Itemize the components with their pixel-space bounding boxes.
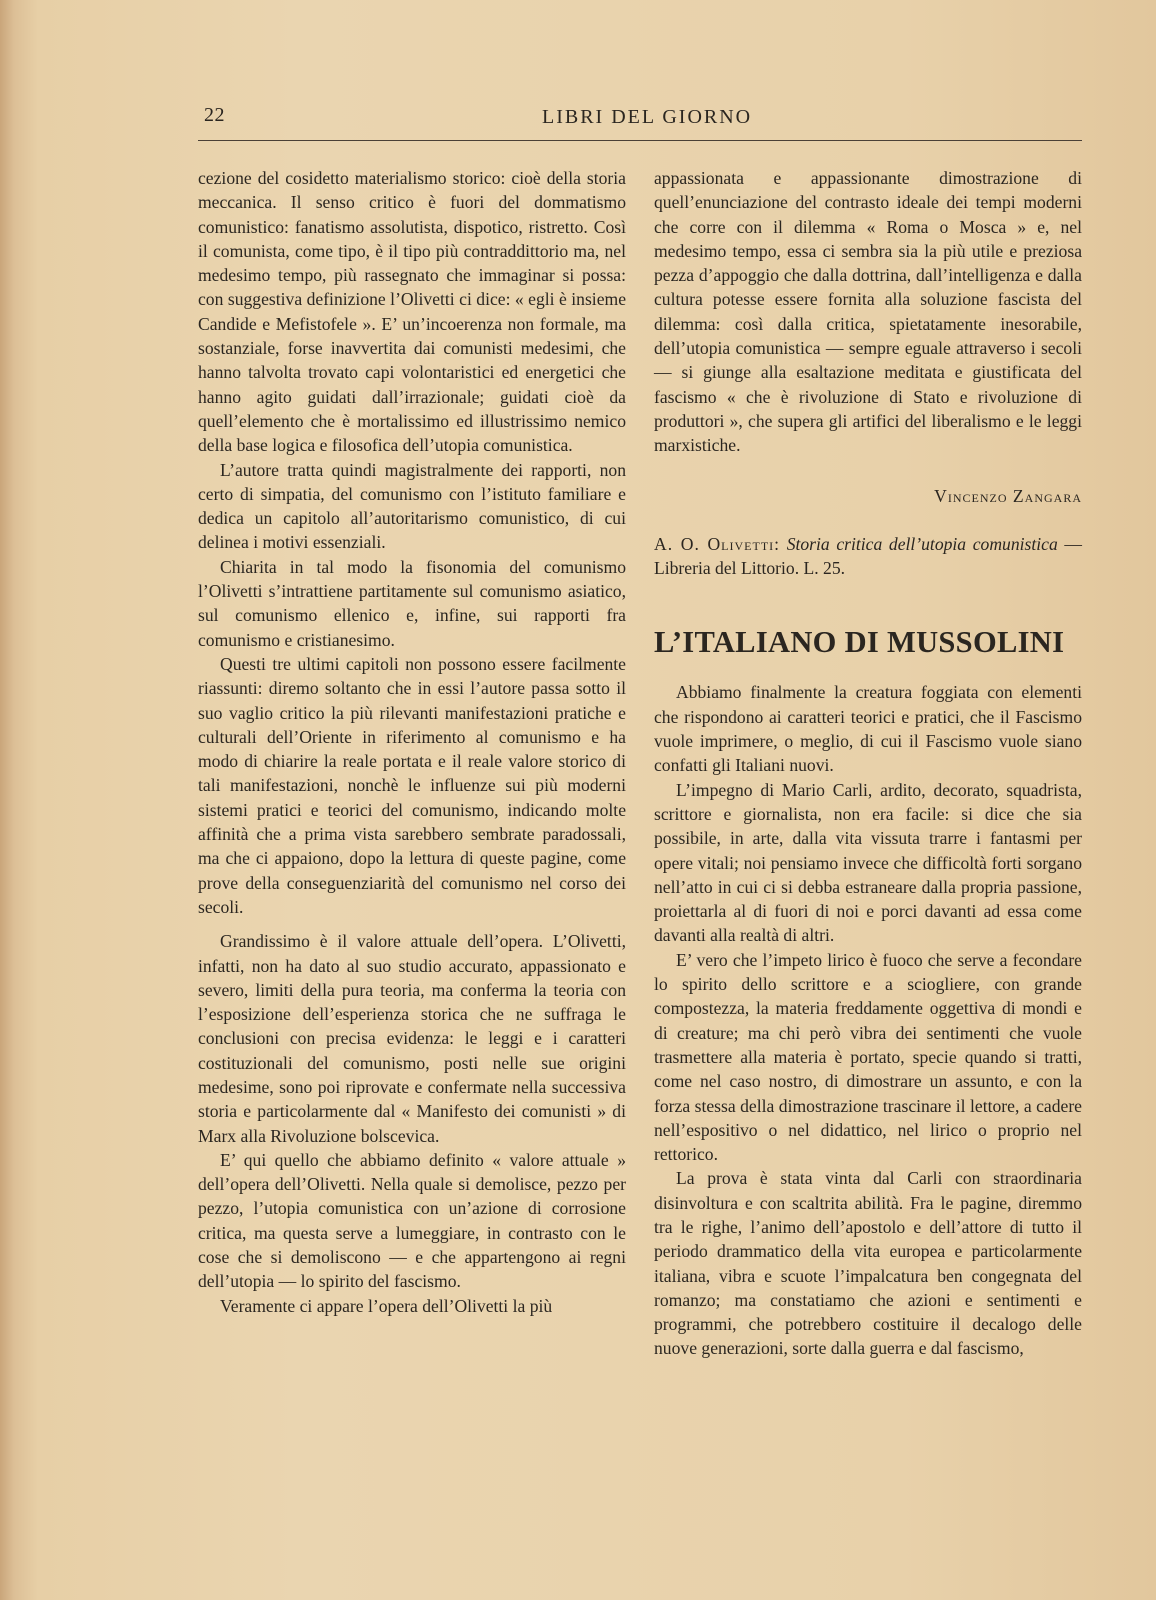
paragraph: Abbiamo finalmente la creatura foggiata con elementi che rispondono ai caratteri teorici e pratici, che il Fascismo vuole imprimere, o meglio, di cui il Fascismo vuole siano confatti gli Italiani nuovi. [654, 682, 1082, 776]
page-number: 22 [204, 104, 225, 126]
paragraph: cezione del cosidetto materialismo storico: cioè della storia meccanica. Il senso critico è fuori del dommatismo comunistico: fanatismo assolutista, dispotico, ristretto. Così il comunista, come tipo, è il tipo più contraddittorio ma, nel medesimo tempo, più rassegnato che immaginar si possa: con suggestiva definizione l’Olivetti ci dice: « egli è insieme Candide e Mefistofele ». E’ un’incoerenza non formale, ma sostanziale, forse inavvertita dai comunisti medesimi, che hanno talvolta trovato capi volontaristici ed energetici che hanno agito guidati dall’irrazionale; guidati cioè da quell’elemento che è mortalissimo ed illustrissimo nemico della base logica e filosofica dell’utopia comunistica. [198, 168, 626, 456]
bib-title: Storia critica dell’utopia comunistica [786, 533, 1058, 554]
paragraph: L’impegno di Mario Carli, ardito, decorato, squadrista, scrittore e giornalista, non era facile: si dice che sia possibile, in arte, dalla vita vissuta trarre i fantasmi per opere vitali; noi pensiamo invece che difficoltà forti sorgano nell’atto in cui ci si debba estraneare dalla propria passione, proiettarla al di fuori di noi e porci davanti ad essa come davanti alla realtà di altri. [654, 779, 1082, 946]
running-title: LIBRI DEL GIORNO [542, 106, 753, 128]
bib-author: A. O. Olivetti: [654, 533, 781, 554]
paragraph: Questi tre ultimi capitoli non possono essere facilmente riassunti: diremo soltanto che in essi l’autore passa sotto il suo vaglio critico la più rilevanti manifestazioni pratiche e culturali dell’Oriente in riferimento al comunismo e ha modo di chiarire la reale portata e il reale valore storico di tali manifestazioni, nonchè le influenze sui più moderni sistemi pratici e teorici del comunismo, indicando molte affinità che a prima vista sarebbero sembrate paradossali, ma che ci appaiono, dopo la lettura di queste pagine, come prove della conseguenziarità del comunismo nel corso dei secoli. [198, 653, 626, 917]
paragraph: E’ vero che l’impeto lirico è fuoco che serve a fecondare lo spirito dello scrittore e a sciogliere, con grande compostezza, la materia freddamente oggettiva di mondi e di creature; ma chi però vibra dei sentimenti che vuole trasmettere alla materia è portato, specie quando si tratti, come nel caso nostro, di dimostrare un assunto, e con la forza stessa della dimostrazione trascinare il lettore, a cadere nell’espositivo o nel didattico, nel lirico o proprio nel rettorico. [654, 949, 1082, 1165]
article-title: L’ITALIANO DI MUSSOLINI [654, 625, 1065, 660]
paragraph: appassionata e appassionante dimostrazione di quell’enunciazione del contrasto ideale dei tempi moderni che corre con il dilemma « Roma o Mosca » e, nel medesimo tempo, essa ci sembra sia la più utile e preziosa pezza d’appoggio che dalla dottrina, dall’intelligenza e dalla cultura potesse essere fornita alla soluzione fascista del dilemma: così dalla critica, spietatamente inesorabile, dell’utopia comunistica — sempre eguale attraverso i secoli — si giunge alla esaltazione meditata e giustificata del fascismo « che è rivoluzione di Stato e rivoluzione di produttori », che supera gli artifici del liberalismo e le leggi marxistiche. [654, 168, 1082, 456]
paragraph: E’ qui quello che abbiamo definito « valore attuale » dell’opera dell’Olivetti. Nella quale si demolisce, pezzo per pezzo, l’utopia comunistica con un’azione di corrosione critica, ma questa serve a lumeggiare, in contrasto con le cose che si demoliscono — e che appartengono ai regni dell’utopia — lo spirito del fascismo. [198, 1149, 626, 1292]
paragraph: Chiarita in tal modo la fisonomia del comunismo l’Olivetti s’intrattiene partitamente sul comunismo asiatico, sul comunismo ellenico e, infine, sui rapporti fra comunismo e cristianesimo. [198, 556, 626, 650]
paragraph: L’autore tratta quindi magistralmente dei rapporti, non certo di simpatia, del comunismo con l’istituto familiare e dedica un capitolo all’autoritarismo comunistico, di cui delinea i motivi essenziali. [198, 459, 626, 553]
paragraph: La prova è stata vinta dal Carli con straordinaria disinvoltura e con scaltrita abilità. Fra le pagine, diremmo tra le righe, l’animo dell’apostolo e dell’attore di tutto il periodo drammatico della vita europea e particolarmente italiana, vibra e scuote l’impalcatura ben congegnata del romanzo; ma constatiamo che azioni e sentimenti e programmi, che potrebbero costituire il decalogo delle nuove generazioni, sorte dalla guerra e dal fascismo, [654, 1168, 1082, 1359]
bib-publisher: — Libreria del Littorio. L. 25. [654, 533, 1082, 579]
bibliographic-reference [654, 532, 1082, 581]
review-signature: Vincenzo Zangara [934, 485, 1082, 506]
left-column [198, 166, 626, 1318]
paragraph: Veramente ci appare l’opera dell’Olivetti la più [220, 1295, 553, 1316]
paragraph: Grandissimo è il valore attuale dell’opera. L’Olivetti, infatti, non ha dato al suo studio accurato, appassionato e severo, limiti della pura teoria, ma conferma la teoria con l’esposizione dell’esperienza storica che ne suffraga le conclusioni con precisa evidenza: le leggi e i caratteri costituzionali del comunismo, posti nelle sue origini medesime, sono poi riprovate e confermate nella successiva storia e particolarmente dal « Manifesto dei comunisti » di Marx alla Rivoluzione bolscevica. [198, 931, 626, 1146]
page-header [198, 104, 1082, 144]
right-column [654, 166, 1082, 1361]
header-rule [198, 140, 1082, 141]
